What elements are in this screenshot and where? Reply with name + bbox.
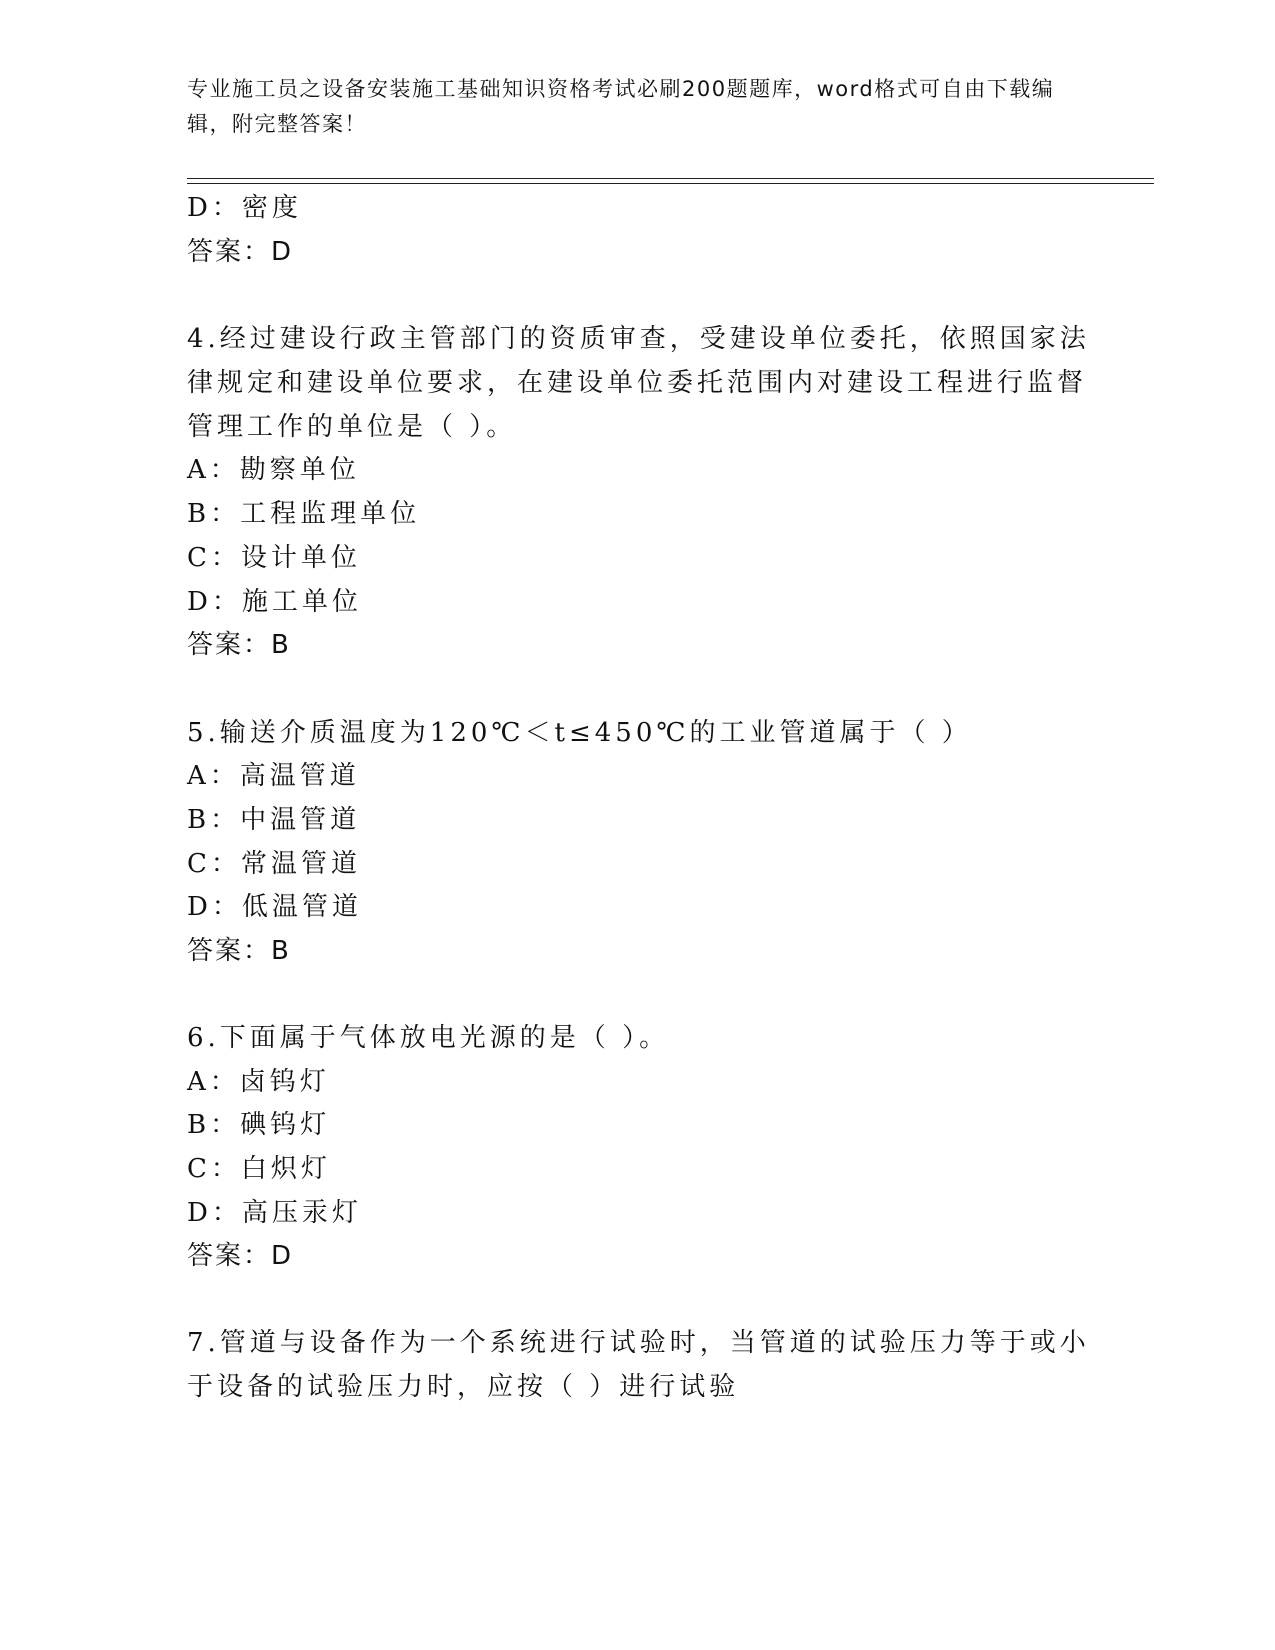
q3-answer: 答案：D — [187, 237, 294, 267]
q5-option-a: A：高温管道 — [187, 761, 360, 791]
q6-stem-line-1: 6.下面属于气体放电光源的是（ ）。 — [187, 1023, 670, 1053]
q6-option-d: D：高压汞灯 — [187, 1198, 362, 1228]
q5-option-b: B：中温管道 — [187, 805, 361, 835]
q5-answer: 答案：B — [187, 936, 291, 966]
q6-option-a: A：卤钨灯 — [187, 1067, 330, 1097]
q5-option-c: C：常温管道 — [187, 849, 361, 879]
q5-option-d: D：低温管道 — [187, 892, 362, 922]
q4-stem-line-2: 律规定和建设单位要求，在建设单位委托范围内对建设工程进行监督 — [187, 368, 1088, 398]
q6-option-c: C：白炽灯 — [187, 1154, 331, 1184]
q6-answer: 答案：D — [187, 1241, 294, 1271]
q4-option-b: B：工程监理单位 — [187, 499, 421, 529]
document-header — [187, 72, 1067, 142]
q6-option-b: B：碘钨灯 — [187, 1110, 331, 1140]
q3-option-d: D：密度 — [187, 193, 302, 223]
header-divider-top — [187, 178, 1154, 179]
header-text: 专业施工员之设备安装施工基础知识资格考试必刷200题题库，word格式可自由下载编辑，附完整答案！ — [187, 77, 1055, 136]
q5-stem-line-1: 5.输送介质温度为120℃＜t≤450℃的工业管道属于（ ） — [187, 718, 972, 748]
header-divider-bottom — [187, 183, 1154, 184]
q4-answer: 答案：B — [187, 630, 291, 660]
q4-option-d: D：施工单位 — [187, 587, 362, 617]
q7-stem-line-2: 于设备的试验压力时，应按（ ）进行试验 — [187, 1372, 740, 1402]
q4-stem-line-1: 4.经过建设行政主管部门的资质审查，受建设单位委托，依照国家法 — [187, 324, 1090, 354]
q4-stem-line-3: 管理工作的单位是（ ）。 — [187, 412, 517, 442]
q4-option-c: C：设计单位 — [187, 543, 361, 573]
q7-stem-line-1: 7.管道与设备作为一个系统进行试验时，当管道的试验压力等于或小 — [187, 1328, 1090, 1358]
q4-option-a: A：勘察单位 — [187, 455, 360, 485]
